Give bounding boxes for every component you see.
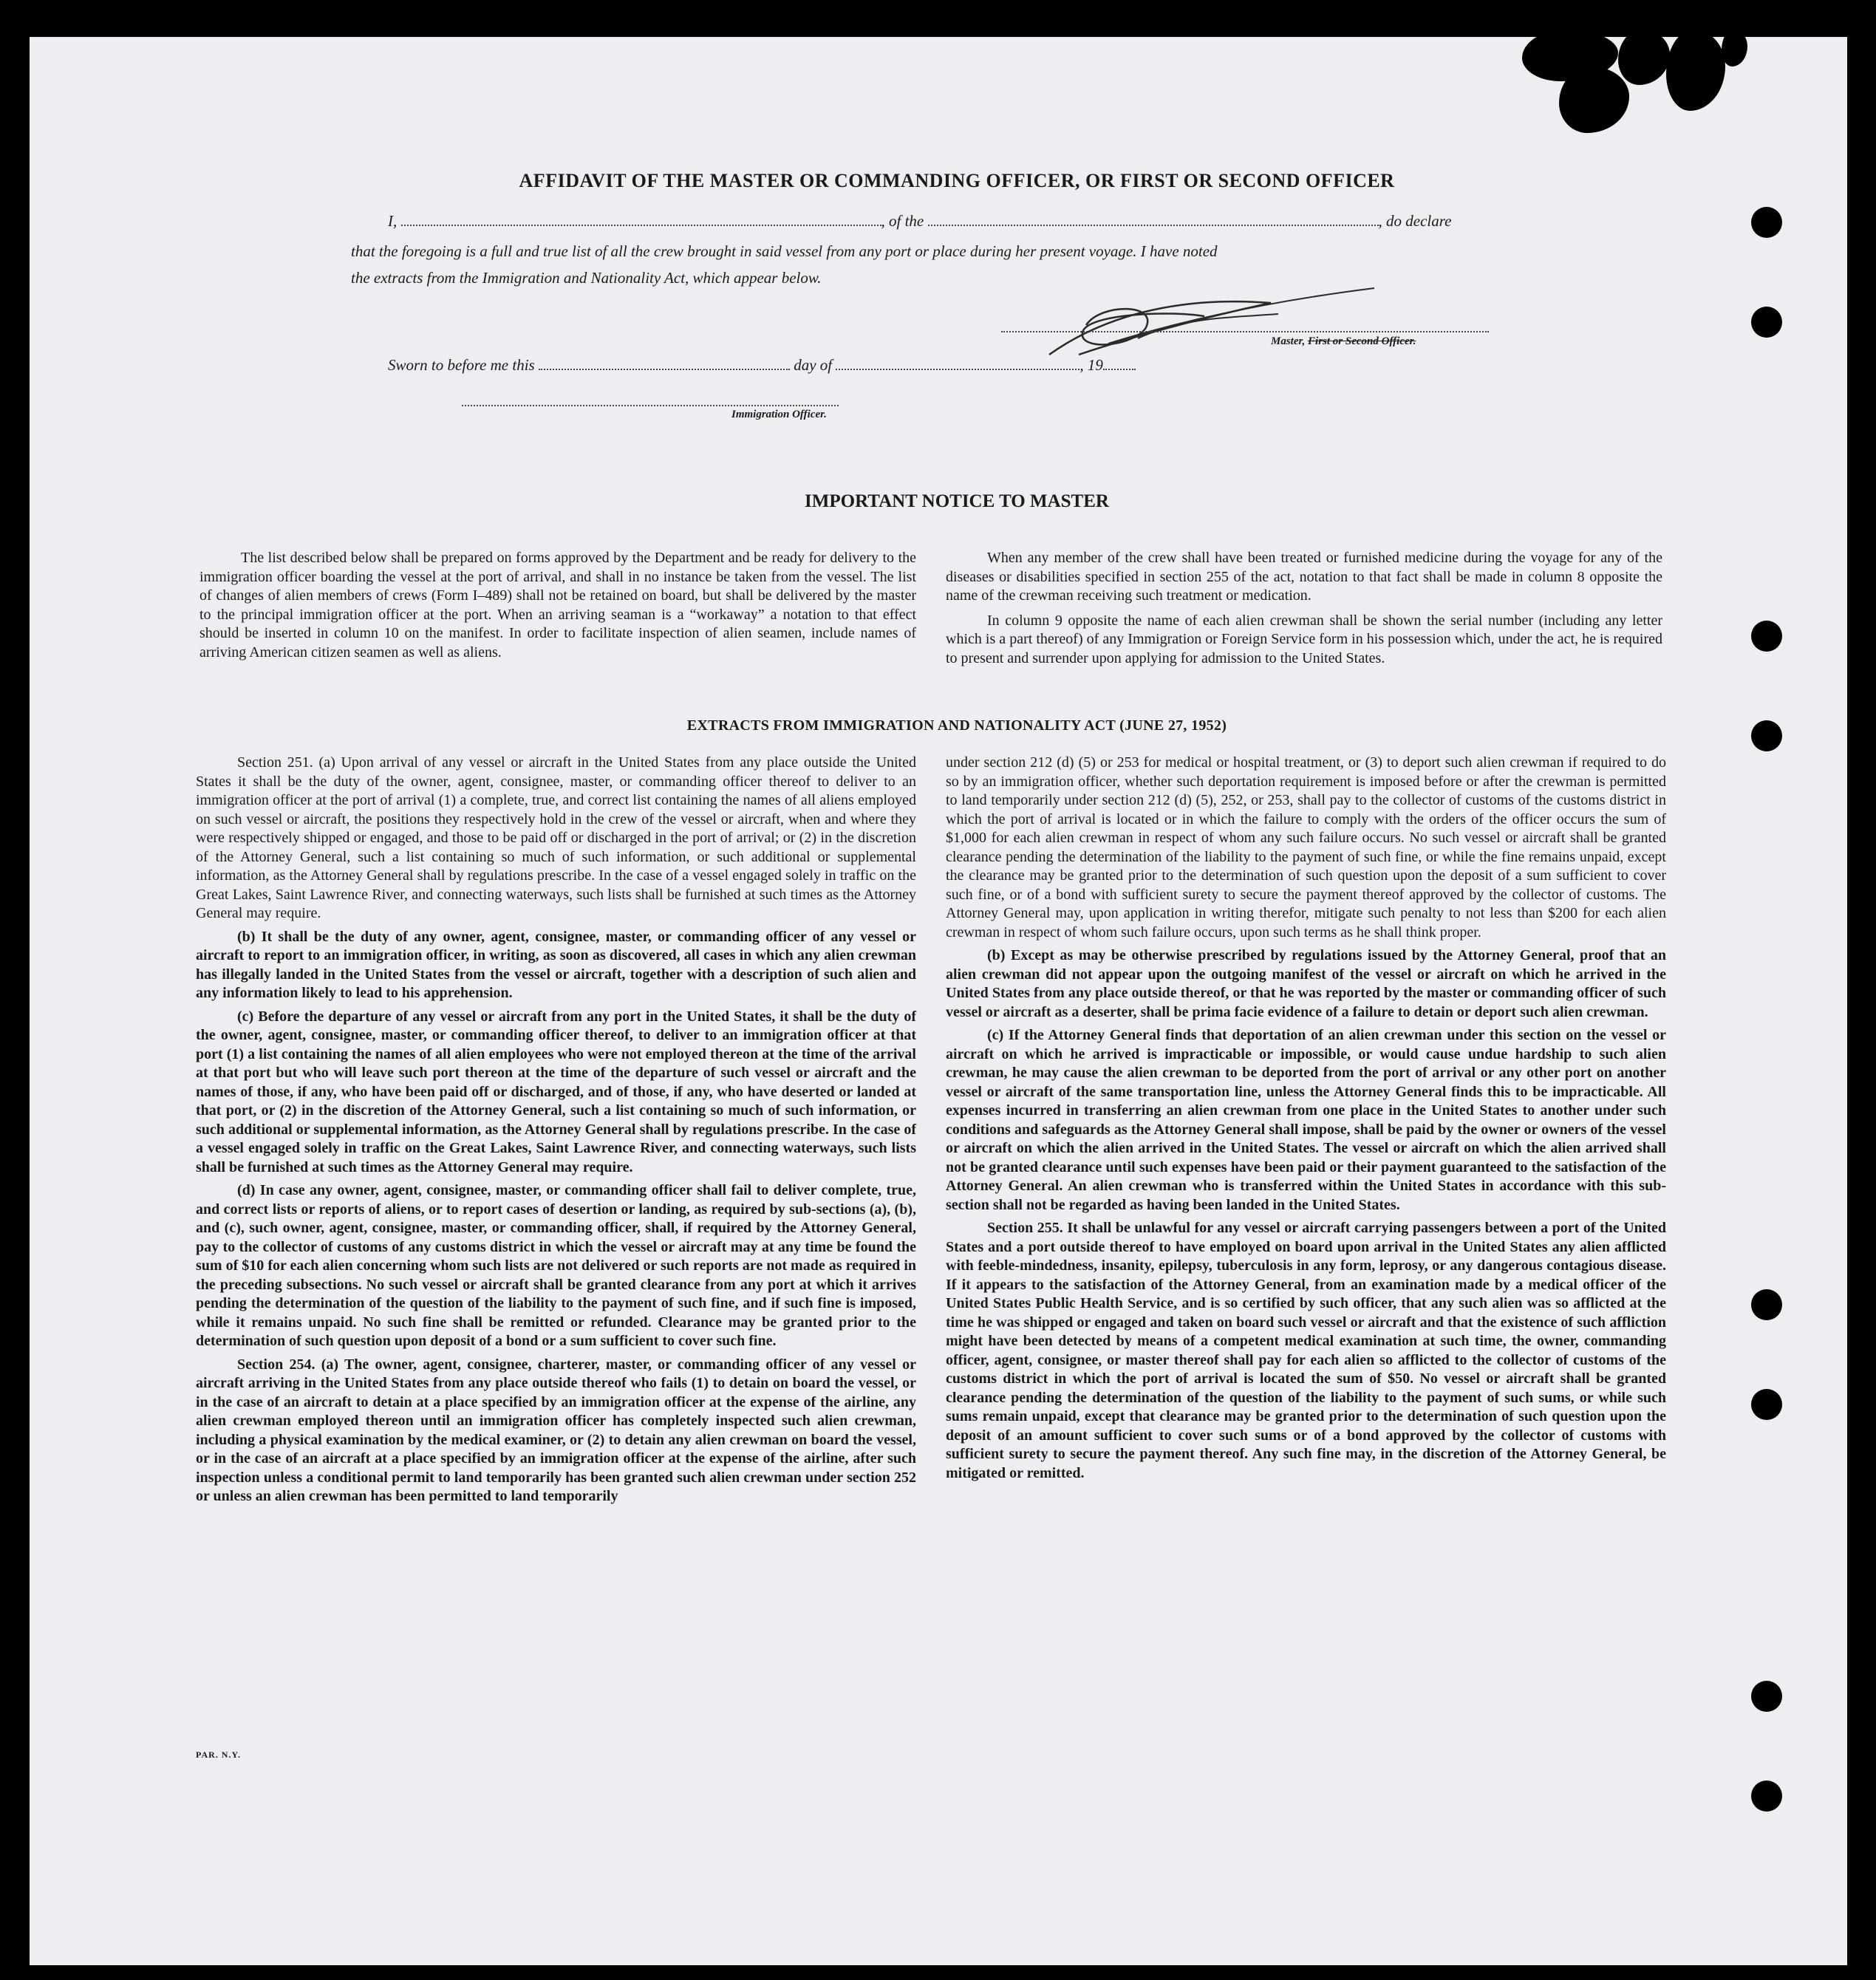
binder-hole xyxy=(1751,720,1782,751)
sworn-label: Sworn to before me this xyxy=(388,356,535,374)
binder-hole xyxy=(1751,1289,1782,1320)
notice-right-paragraph-1: When any member of the crew shall have been treated or furnished medicine during the voyage for any of the diseases or disabilities specified in section 255 of the act, notation to that fact shall be made in column 8 opposite the name of the crewman receiving such treatment or medication. xyxy=(946,550,1662,604)
section-254a-continued: under section 212 (d) (5) or 253 for medical or hospital treatment, or (3) to deport such alien crewman if required to do so by an immigration officer, whether such deportation requirement is imposed before or after the crewman is permitted to land temporarily under section 212 (d) (5), 252, or 253, shall pay to the collector of customs of the customs district in which the port of arrival is located or in which the failure to comply with the orders of the officer occurs the sum of $1,000 for each alien crewman in respect of whom any such failure occurs. No such vessel or aircraft shall be granted clearance pending the determination of the liability to the payment of such fine, or while the fine remains unpaid, except the clearance may be granted prior to the determination of such question upon the deposit of a sum sufficient to cover such fine, or of a bond with sufficient surety to secure the payment thereof approved by the collector of customs. The Attorney General may, upon application in writing therefor, mitigate such penalty to not less than $200 for each alien crewman in respect of whom such failure occurs, upon such terms as he shall think proper. xyxy=(946,754,1666,940)
extracts-title: EXTRACTS FROM IMMIGRATION AND NATIONALITY ACT (JUNE 27, 1952) xyxy=(686,717,1227,734)
section-251d: (d) In case any owner, agent, consignee, master, or commanding officer shall fail to deliver complete, true, and correct lists or reports of aliens, or to report cases of desertion or landing, as required by sub-sections (a), (b), and (c), such owner, agent, consignee, master, or commanding officer, shall, if required by the Attorney General, pay to the collector of customs of any customs district in which the vessel or aircraft may at any time be found the sum of $10 for each alien concerning whom such lists are not delivered or such reports are not made as required in the preceding subsections. No such vessel or aircraft shall be granted clearance from any port at which it arrives pending the determination of the question of the liability to the payment of such fine, and if such fine is imposed, while it remains unpaid. No such fine shall be remitted or refunded. Clearance may be granted prior to the determination of such question upon deposit of a bond or a sum sufficient to cover such fine. xyxy=(196,1182,916,1349)
section-251b: (b) It shall be the duty of any owner, agent, consignee, master, or commanding officer of any vessel or aircraft to report to an immigration officer, in writing, as soon as discovered, all cases in which any alien crewman has illegally landed in the United States from the vessel or aircraft, together with a description of such alien and any information likely to lead to his apprehension. xyxy=(196,928,916,1001)
master-signature-line[interactable] xyxy=(1001,331,1489,332)
year-prefix-label: , 19 xyxy=(1079,356,1103,374)
printer-mark: PAR. N.Y. xyxy=(196,1749,242,1760)
of-the-label: , of the xyxy=(881,212,924,230)
section-254a: Section 254. (a) The owner, agent, consignee, charterer, master, or commanding officer of any vessel or aircraft arriving in the United States from any place outside thereof who fails (1) to detain on board the vessel, or in the case of an aircraft to detain at a place specified by an immigration officer at the expense of the airline, any alien crewman employed thereon until an immigration officer has completely inspected such alien crewman, including a physical examination by the medical examiner, or (2) to detain any alien crewman on board the vessel, or in the case of an aircraft at a place specified by an immigration officer at the expense of the airline, after such inspection unless a conditional permit to land temporarily has been granted such alien crewman under section 252 or unless an alien crewman has been permitted to land temporarily xyxy=(196,1356,916,1504)
section-254b: (b) Except as may be otherwise prescribed by regulations issued by the Attorney General, proof that an alien crewman did not appear upon the outgoing manifest of the vessel or aircraft on which he arrived in the United States from any place outside thereof, or that he was reported by the master or commanding officer of such vessel or aircraft as a deserter, shall be prima facie evidence of a failure to detain or deport such alien crewman. xyxy=(946,947,1666,1020)
notice-right-paragraph-2: In column 9 opposite the name of each alien crewman shall be shown the serial number (including any letter which is a part thereof) of any Immigration or Foreign Service form in his possession which, under the act, he is required to present and surrender upon applying for admission to the United States. xyxy=(946,612,1662,666)
binder-hole xyxy=(1751,621,1782,652)
sworn-month-field[interactable] xyxy=(836,357,1079,370)
declaration-line xyxy=(388,212,1451,231)
section-251c: (c) Before the departure of any vessel or aircraft from any port in the United States, it shall be the duty of the owner, agent, consignee, master, or commanding officer thereof, to deliver to an immigration officer at that port (1) a list containing the names of all alien employees who were not employed thereon at the time of the arrival at that port but who will leave such port thereon at the time of the departure of such vessel or aircraft and the names of those, if any, who have been paid off or discharged, and of those, if any, who have deserted or landed at that port, or (2) in the discretion of the Attorney General, such a list containing so much of such information, or such additional or supplemental information, as the Attorney General shall by regulations prescribe. In the case of a vessel engaged solely in traffic on the Great Lakes, Saint Lawrence River, and connecting waterways, such lists shall be furnished at such times as the Attorney General may require. xyxy=(196,1008,916,1175)
master-caption: Master, First or Second Officer. xyxy=(1271,335,1416,347)
sworn-line xyxy=(388,356,1136,375)
day-of-label: day of xyxy=(794,356,833,374)
binder-hole xyxy=(1751,307,1782,338)
declarant-label: I, xyxy=(388,212,398,230)
declaration-text-2: that the foregoing is a full and true list of all the crew brought in said vessel from any port or place during her present voyage. I have noted xyxy=(351,242,1218,260)
binder-hole xyxy=(1751,1389,1782,1420)
section-254c: (c) If the Attorney General finds that deportation of an alien crewman under this section on the vessel or aircraft on which he arrived is impracticable or impossible, or would cause undue hardship to such alien crewman, he may cause the alien crewman to be deported from the port of arrival or any other port on another vessel or aircraft of the same transportation line, unless the Attorney General finds this to be impracticable. All expenses incurred in transferring an alien crewman from one place in the United States to another under such conditions and safeguards as the Attorney General shall impose, shall be paid by the owner or owners of the vessel or aircraft on which the alien arrived in the United States. The vessel or aircraft on which the alien arrived shall not be granted clearance until such expenses have been paid or their payment guaranteed to the satisfaction of the Attorney General. An alien crewman who is transferred within the United States in accordance with this sub-section shall not be regarded as having been landed in the United States. xyxy=(946,1027,1666,1213)
section-255: Section 255. It shall be unlawful for any vessel or aircraft carrying passengers between a port of the United States and a port outside thereof to have employed on board upon arrival in the United States any alien afflicted with feeble-mindedness, insanity, epilepsy, tuberculosis in any form, leprosy, or any dangerous contagious disease. If it appears to the satisfaction of the Attorney General, from an examination made by a medical officer of the United States Public Health Service, and is so certified by such officer, that any such alien was so afflicted at the time he was shipped or engaged and taken on board such vessel or aircraft and that the existence of such affliction might have been detected by means of a competent medical examination at such time, the owner, commanding officer, agent, consignee, or master thereof shall pay for each alien so afflicted to the collector of customs of the customs district in which the port of arrival is located the sum of $50. No vessel or aircraft shall be granted clearance pending the determination of the question of the liability to the payment of such sums, or while such sums remain unpaid, except that clearance may be granted prior to the determination of such question upon the deposit of an amount sufficient to cover such sums or of a bond approved by the collector of customs with sufficient surety to secure the payment thereof. Any such fine may, in the discretion of the Attorney General, be mitigated or remitted. xyxy=(946,1220,1666,1481)
vessel-name-field[interactable] xyxy=(928,213,1379,226)
declarant-name-field[interactable] xyxy=(401,213,881,226)
notice-right-column xyxy=(946,549,1662,672)
binder-hole xyxy=(1751,1681,1782,1712)
extracts-right-column xyxy=(946,754,1666,1487)
sworn-year-field[interactable] xyxy=(1103,357,1136,370)
sworn-day-field[interactable] xyxy=(539,357,790,370)
notice-left-column xyxy=(199,549,916,666)
declaration-text-3: the extracts from the Immigration and Nationality Act, which appear below. xyxy=(351,269,822,287)
do-declare-label: , do declare xyxy=(1378,212,1452,230)
affidavit-title: AFFIDAVIT OF THE MASTER OR COMMANDING OFFICER, OR FIRST OR SECOND OFFICER xyxy=(519,170,1395,191)
torn-edge xyxy=(1666,30,1725,111)
immigration-officer-line[interactable] xyxy=(462,405,839,406)
document-page xyxy=(30,37,1847,1965)
notice-title: IMPORTANT NOTICE TO MASTER xyxy=(805,491,1109,511)
binder-hole xyxy=(1751,1781,1782,1812)
notice-left-paragraph: The list described below shall be prepared on forms approved by the Department and be ready for delivery to the immigration officer boarding the vessel at the port of arrival, and shall in no instance be taken from the vessel. The list of changes of alien members of crews (Form I–489) shall not be retained on board, but shall be delivered by the master to the principal immigration officer at the port. When an arriving seaman is a “workaway” a notation to that effect should be inserted in column 10 on the manifest. In order to facilitate inspection of alien seamen, include names of arriving American citizen seamen as well as aliens. xyxy=(199,550,916,660)
torn-edge xyxy=(1559,66,1629,133)
struck-officer-caption: First or Second Officer. xyxy=(1308,335,1416,347)
immigration-officer-caption: Immigration Officer. xyxy=(731,409,827,420)
master-signature xyxy=(1034,273,1382,369)
torn-edge xyxy=(1722,30,1747,66)
torn-edge xyxy=(1618,30,1670,85)
binder-hole xyxy=(1751,207,1782,238)
section-251a: Section 251. (a) Upon arrival of any vessel or aircraft in the United States from any place outside the United States it shall be the duty of the owner, agent, consignee, master, or commanding officer thereof to deliver to an immigration officer at the port of arrival (1) a complete, true, and correct list containing the names of all aliens employed on such vessel or aircraft, the positions they respectively hold in the crew of the vessel or aircraft, when and where they were respectively shipped or engaged, and those to be paid off or discharged in the port of arrival; or (2) in the discretion of the Attorney General, such a list containing so much of such information, or such additional or supplemental information, as the Attorney General shall by regulations prescribe. In the case of a vessel engaged solely in traffic on the Great Lakes, Saint Lawrence River, and connecting waterways, such lists shall be furnished at such times as the Attorney General may require. xyxy=(196,754,916,921)
extracts-left-column xyxy=(196,754,916,1511)
